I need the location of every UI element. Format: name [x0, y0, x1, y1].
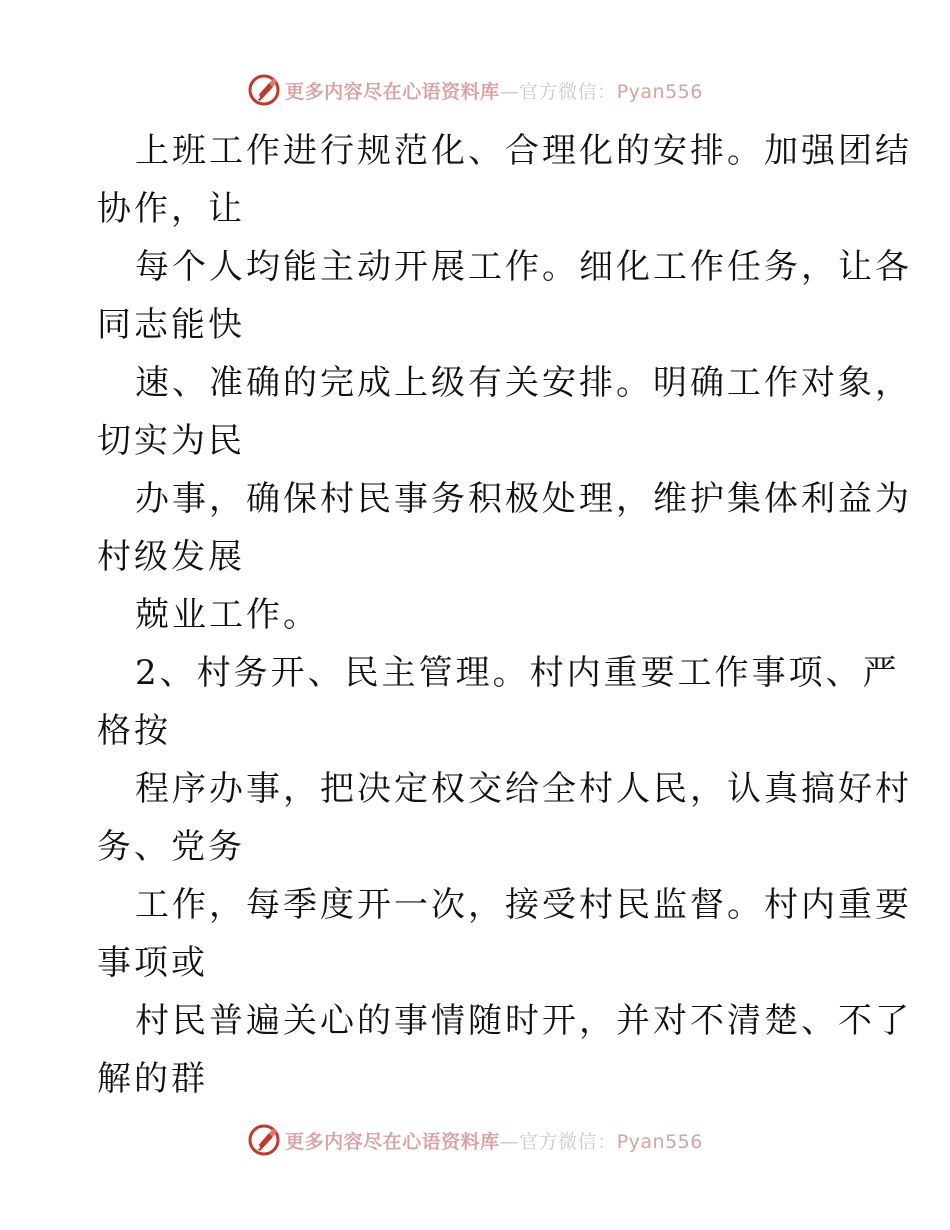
text-line: 办事，确保村民事务积极处理，维护集体利益为 [135, 479, 912, 519]
watermark-separator: — [499, 80, 520, 103]
text-line: 程序办事，把决定权交给全村人民，认真搞好村 [135, 769, 912, 809]
watermark-brand: 更多内容尽在心语资料库 [285, 1130, 500, 1153]
header-watermark [0, 70, 950, 110]
text-line: 上班工作进行规范化、合理化的安排。加强团结 [135, 131, 912, 171]
text-line: 协作，让 [97, 189, 245, 229]
text-line: 村级发展 [97, 537, 245, 577]
watermark-wechat-label: 官方微信： [519, 80, 617, 103]
text-line: 务、党务 [97, 827, 245, 867]
document-body [97, 122, 912, 1108]
footer-watermark [0, 1120, 950, 1160]
text-line: 工作，每季度开一次，接受村民监督。村内重要 [135, 885, 912, 925]
pen-logo-icon [247, 1123, 281, 1157]
text-line: 2、村务开、民主管理。村内重要工作事项、严 [135, 653, 900, 693]
watermark-wechat-label: 官方微信： [519, 1130, 617, 1153]
text-line: 兢业工作。 [135, 595, 320, 635]
text-line: 速、准确的完成上级有关安排。明确工作对象， [135, 363, 912, 403]
text-line: 每个人均能主动开展工作。细化工作任务，让各 [135, 247, 912, 287]
text-line: 格按 [97, 711, 171, 751]
text-line: 切实为民 [97, 421, 245, 461]
text-line: 事项或 [97, 943, 208, 983]
text-line: 同志能快 [97, 305, 245, 345]
watermark-separator: — [499, 1130, 520, 1153]
text-line: 村民普遍关心的事情随时开，并对不清楚、不了 [135, 1001, 912, 1041]
watermark-wechat-account: Pyan556 [616, 80, 703, 103]
watermark-brand: 更多内容尽在心语资料库 [285, 80, 500, 103]
watermark-wechat-account: Pyan556 [616, 1130, 703, 1153]
text-line: 解的群 [97, 1059, 208, 1099]
pen-logo-icon [247, 73, 281, 107]
